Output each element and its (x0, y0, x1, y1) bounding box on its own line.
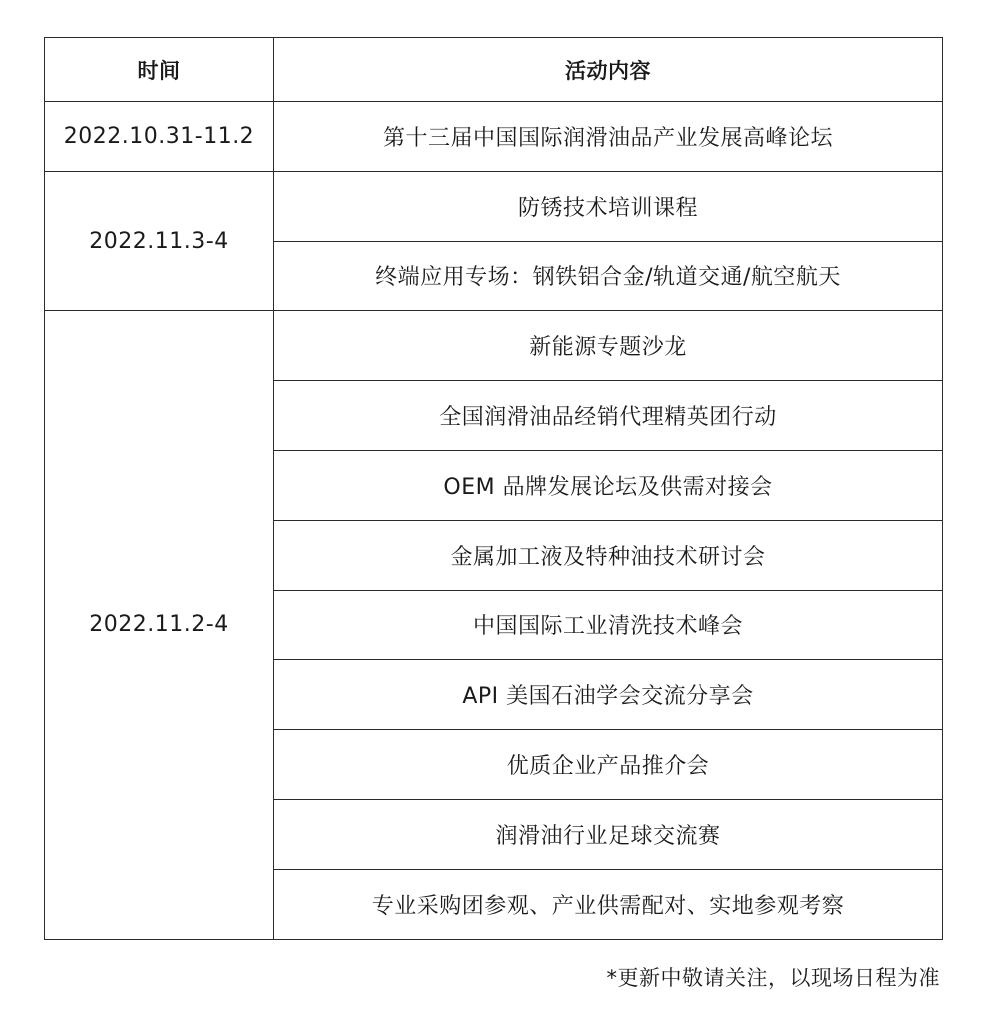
activity-cell: 全国润滑油品经销代理精英团行动 (274, 381, 943, 451)
activity-cell: 润滑油行业足球交流赛 (274, 799, 943, 869)
table-row (45, 311, 943, 381)
column-header-time: 时间 (45, 38, 274, 102)
table-row (45, 102, 943, 172)
activity-cell: 防锈技术培训课程 (274, 171, 943, 241)
activity-cell: 金属加工液及特种油技术研讨会 (274, 520, 943, 590)
footnote: *更新中敬请关注，以现场日程为准 (606, 966, 940, 990)
time-cell: 2022.10.31-11.2 (45, 102, 274, 172)
activity-cell: 中国国际工业清洗技术峰会 (274, 590, 943, 660)
activity-cell: OEM 品牌发展论坛及供需对接会 (274, 450, 943, 520)
activity-cell: 新能源专题沙龙 (274, 311, 943, 381)
time-cell: 2022.11.2-4 (45, 311, 274, 939)
table-header-row (45, 38, 943, 102)
activity-cell: 第十三届中国国际润滑油品产业发展高峰论坛 (274, 102, 943, 172)
activity-cell: 专业采购团参观、产业供需配对、实地参观考察 (274, 869, 943, 939)
table-row (45, 171, 943, 241)
activity-cell: API 美国石油学会交流分享会 (274, 660, 943, 730)
schedule-table (44, 37, 943, 940)
time-cell: 2022.11.3-4 (45, 171, 274, 311)
activity-cell: 终端应用专场：钢铁铝合金/轨道交通/航空航天 (274, 241, 943, 311)
column-header-activity: 活动内容 (274, 38, 943, 102)
activity-cell: 优质企业产品推介会 (274, 730, 943, 800)
